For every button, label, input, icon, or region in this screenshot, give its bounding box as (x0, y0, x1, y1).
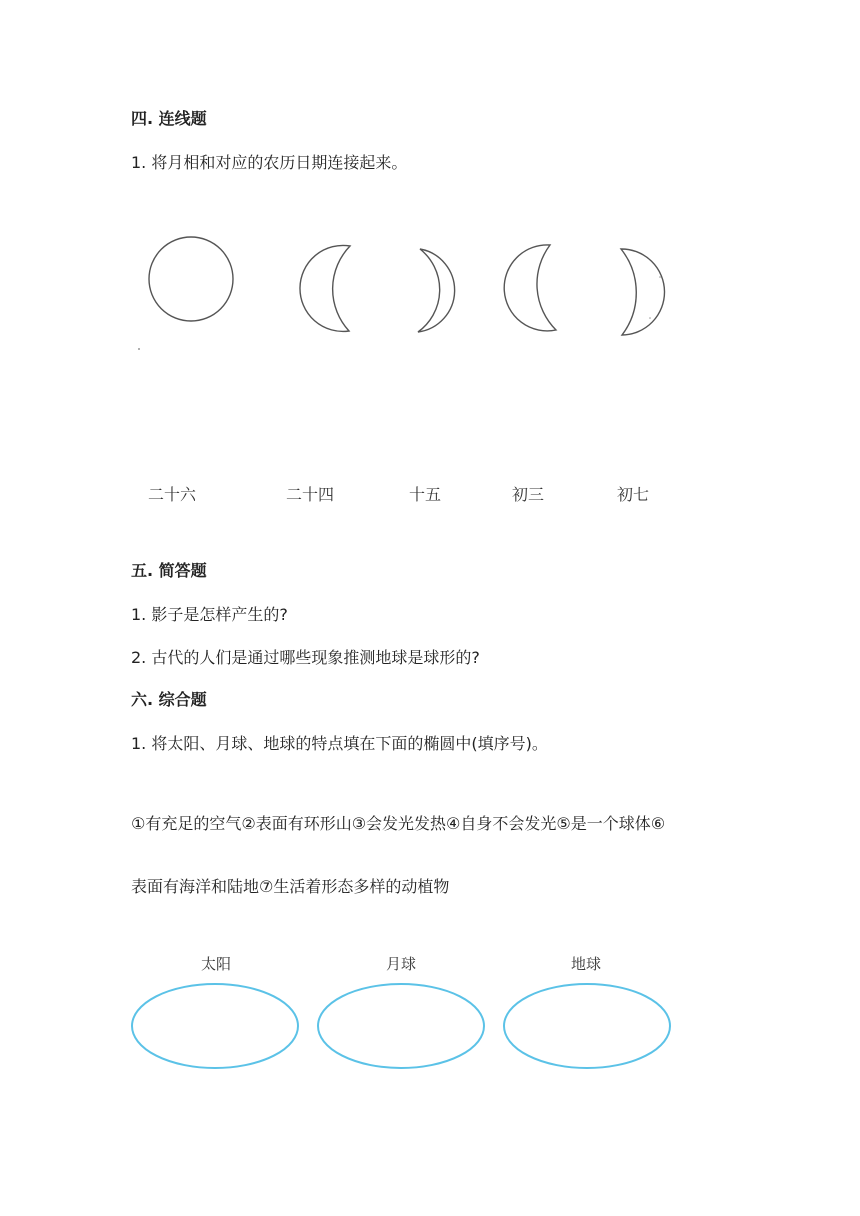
features-line-1: ①有充足的空气②表面有环形山③会发光发热④自身不会发光⑤是一个球体⑥ (131, 814, 666, 833)
date-label: 二十四 (286, 485, 335, 504)
question-5-2: 2. 古代的人们是通过哪些现象推测地球是球形的? (131, 648, 480, 667)
oval-label-earth: 地球 (571, 955, 602, 973)
section-4-heading: 四. 连线题 (131, 109, 207, 128)
oval-label-moon: 月球 (386, 955, 417, 973)
date-label: 十五 (409, 485, 442, 504)
features-line-2: 表面有海洋和陆地⑦生活着形态多样的动植物 (131, 877, 450, 896)
question-5-1: 1. 影子是怎样产生的? (131, 605, 288, 624)
oval-moon (318, 984, 484, 1068)
oval-sun (132, 984, 298, 1068)
date-label: 初七 (617, 485, 650, 504)
date-label: 二十六 (148, 485, 197, 504)
section-5-heading: 五. 简答题 (131, 561, 207, 580)
date-label: 初三 (512, 485, 545, 504)
section-6-heading: 六. 综合题 (131, 690, 207, 709)
oval-label-sun: 太阳 (201, 955, 232, 973)
oval-earth (504, 984, 670, 1068)
question-4-1: 1. 将月相和对应的农历日期连接起来。 (131, 153, 408, 172)
question-6-1: 1. 将太阳、月球、地球的特点填在下面的椭圆中(填序号)。 (131, 734, 548, 753)
